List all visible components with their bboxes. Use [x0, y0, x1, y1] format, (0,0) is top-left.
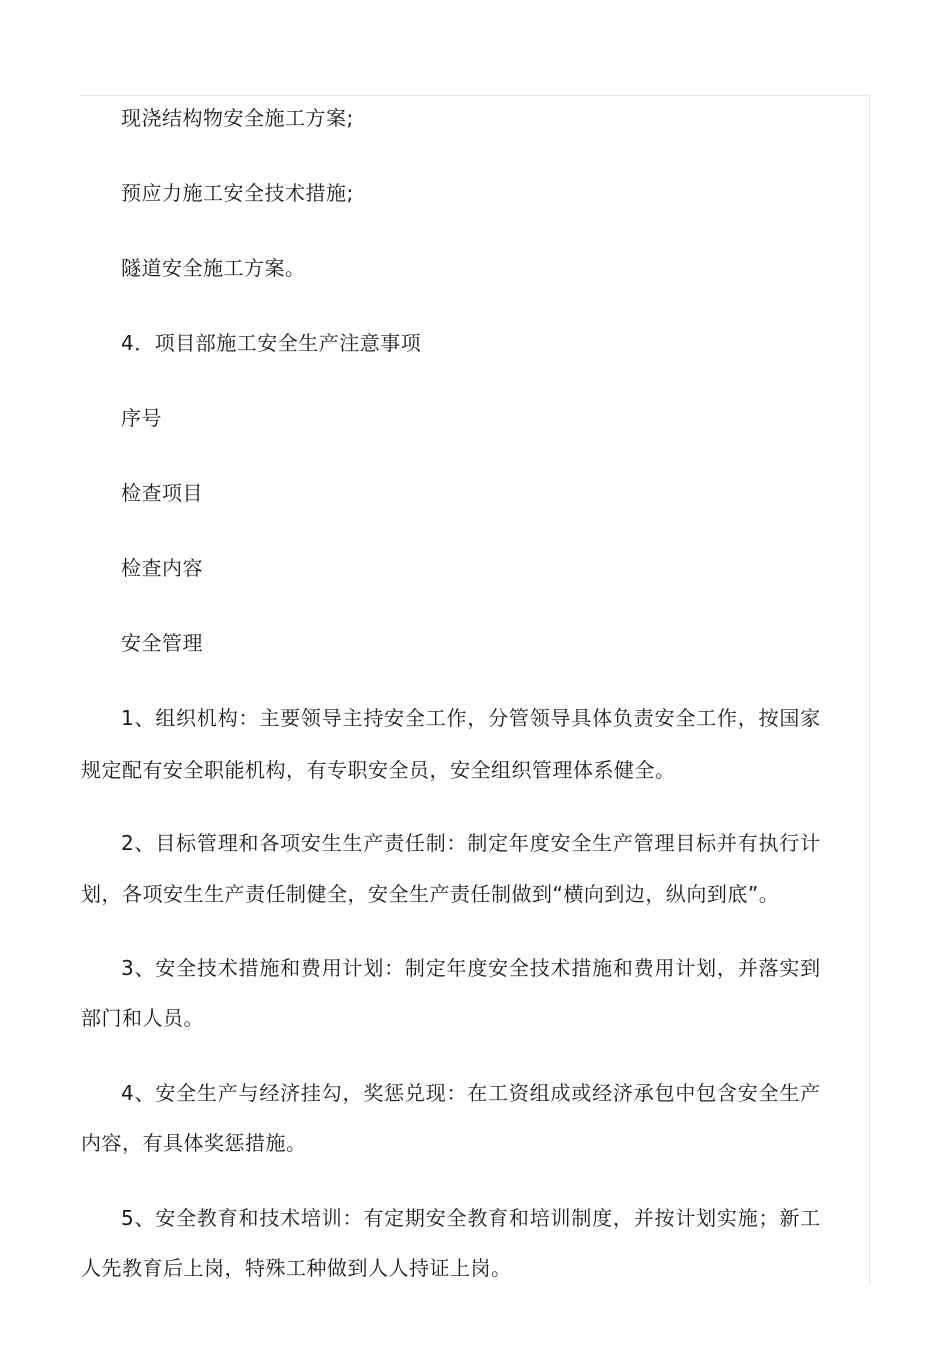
- item-4-line-2: 内容，有具体奖惩措施。: [81, 1131, 307, 1155]
- section-heading: 4．项目部施工安全生产注意事项: [121, 331, 422, 355]
- item-5-line-1: 5、安全教育和技术培训：有定期安全教育和培训制度，并按计划实施；新工: [121, 1206, 821, 1230]
- column-header-number: 序号: [121, 406, 162, 430]
- column-header-content: 检查内容: [121, 556, 203, 580]
- column-header-item: 检查项目: [121, 481, 203, 505]
- plan-tunnel: 隧道安全施工方案。: [121, 256, 306, 280]
- page-frame-top-border: [80, 95, 870, 96]
- category-safety-management: 安全管理: [121, 631, 203, 655]
- plan-prestress: 预应力施工安全技术措施;: [121, 181, 354, 205]
- plan-cast-in-place: 现浇结构物安全施工方案;: [121, 106, 354, 130]
- item-5-line-2: 人先教育后上岗，特殊工种做到人人持证上岗。: [81, 1256, 512, 1280]
- item-2-line-1: 2、目标管理和各项安生生产责任制：制定年度安全生产管理目标并有执行计: [121, 831, 821, 855]
- item-4-line-1: 4、安全生产与经济挂勾，奖惩兑现：在工资组成或经济承包中包含安全生产: [121, 1081, 821, 1105]
- item-1-line-1: 1、组织机构：主要领导主持安全工作，分管领导具体负责安全工作，按国家: [121, 706, 821, 730]
- item-3-line-2: 部门和人员。: [81, 1006, 204, 1030]
- item-3-line-1: 3、安全技术措施和费用计划：制定年度安全技术措施和费用计划，并落实到: [121, 956, 821, 980]
- page-frame-right-border: [869, 95, 870, 1285]
- item-2-line-2: 划，各项安生生产责任制健全，安全生产责任制做到“横向到边，纵向到底”。: [81, 882, 780, 906]
- item-1-line-2: 规定配有安全职能机构，有专职安全员，安全组织管理体系健全。: [81, 758, 676, 782]
